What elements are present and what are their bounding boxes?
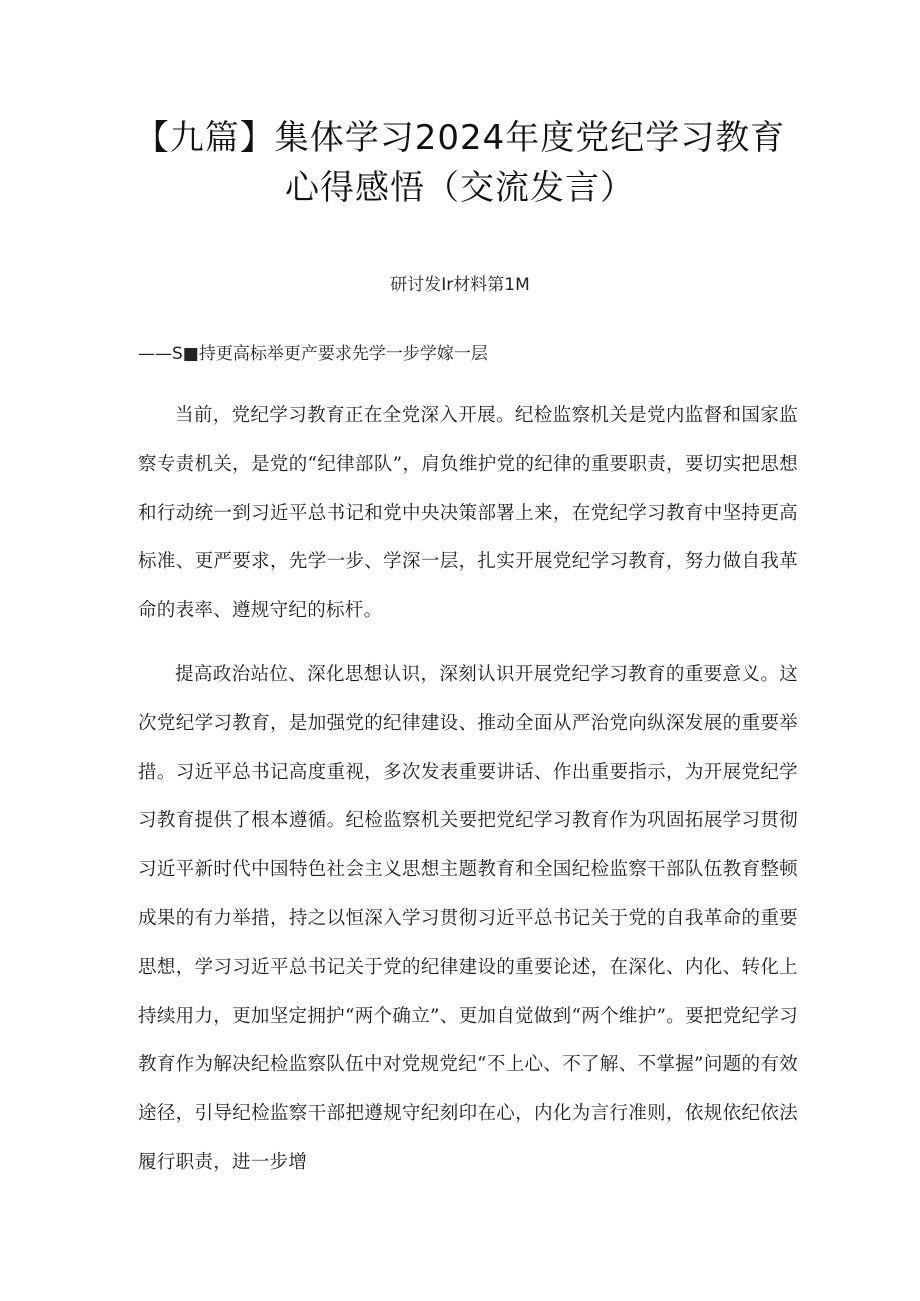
- body-paragraph-1: 当前，党纪学习教育正在全党深入开展。纪检监察机关是党内监督和国家监察专责机关，是党的“纪律部队”，肩负维护党的纪律的重要职责，要切实把思想和行动统一到习近平总书记和党中央决策部署上来，在党纪学习教育中坚持更高标准、更严要求，先学一步、学深一层，扎实开展党纪学习教育，努力做自我革命的表率、遵规守纪的标杆。: [138, 405, 798, 622]
- document-title-line1: 【九篇】集体学习2024年度党纪学习教育: [134, 118, 786, 158]
- document-byline: ——S■持更高标举更产要求先学一步学嫁一层: [138, 344, 488, 364]
- document-subtitle: 研讨发Ir材料第1M: [390, 275, 530, 295]
- document-title-line2: 心得感悟（交流发言）: [285, 168, 635, 208]
- body-paragraph-2: 提高政治站位、深化思想认识，深刻认识开展党纪学习教育的重要意义。这次党纪学习教育，是加强党的纪律建设、推动全面从严治党向纵深发展的重要举措。习近平总书记高度重视，多次发表重要讲话、作出重要指示，为开展党纪学习教育提供了根本遵循。纪检监察机关要把党纪学习教育作为巩固拓展学习贯彻习近平新时代中国特色社会主义思想主题教育和全国纪检监察干部队伍教育整顿成果的有力举措，持之以恒深入学习贯彻习近平总书记关于党的自我革命的重要思想，学习习近平总书记关于党的纪律建设的重要论述，在深化、内化、转化上持续用力，更加坚定拥护“两个确立”、更加自觉做到“两个维护”。要把党纪学习教育作为解决纪检监察队伍中对党规党纪“不上心、不了解、不掌握”问题的有效途径，引导纪检监察干部把遵规守纪刻印在心，内化为言行准则，依规依纪依法履行职责，进一步增: [138, 664, 798, 1173]
